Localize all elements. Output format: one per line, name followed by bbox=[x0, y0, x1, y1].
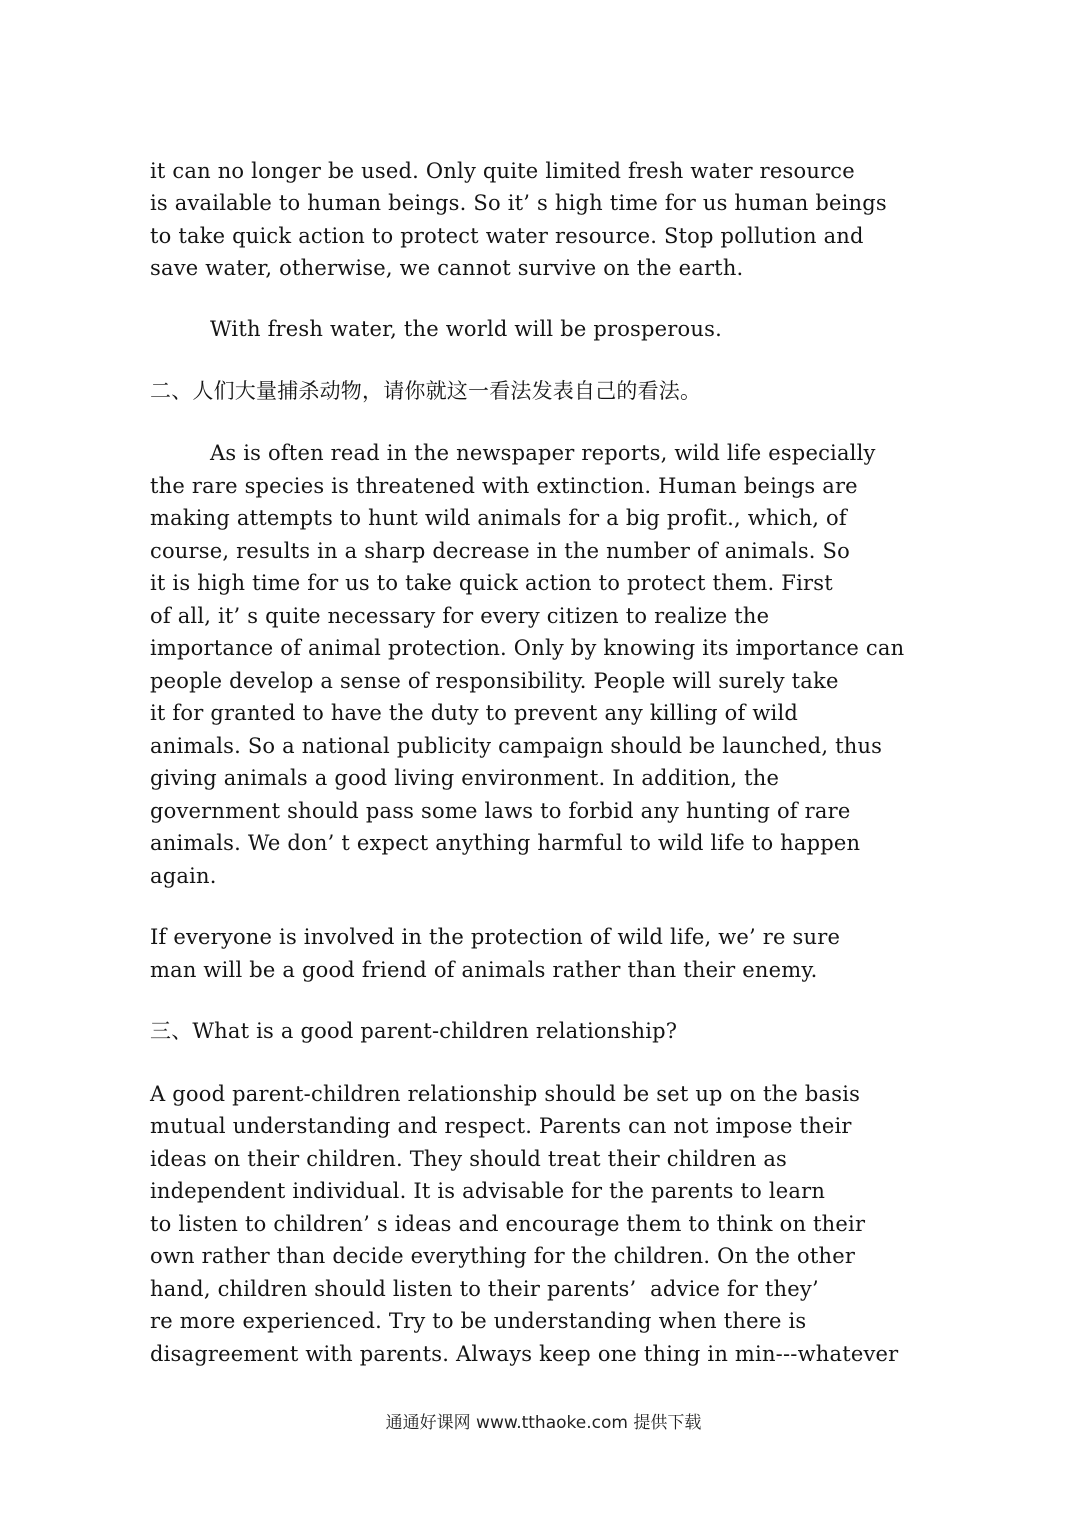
paragraph-line: it is high time for us to take quick action to protect them. First bbox=[150, 571, 833, 595]
paragraph-line: is available to human beings. So it’ s high time for us human beings bbox=[150, 191, 887, 215]
paragraph-line: own rather than decide everything for the children. On the other bbox=[150, 1244, 856, 1268]
paragraph-line: making attempts to hunt wild animals for a big profit., which, of bbox=[150, 506, 847, 530]
paragraph-line: again. bbox=[150, 864, 217, 888]
section-heading: 二、人们大量捕杀动物，请你就这一看法发表自己的看法。 bbox=[150, 379, 702, 403]
paragraph-line: to take quick action to protect water resource. Stop pollution and bbox=[150, 224, 864, 248]
paragraph-line: man will be a good friend of animals rather than their enemy. bbox=[150, 958, 818, 982]
paragraph-line: course, results in a sharp decrease in the number of animals. So bbox=[150, 539, 850, 563]
paragraph-line: people develop a sense of responsibility. People will surely take bbox=[150, 669, 839, 693]
paragraph-line: the rare species is threatened with extinction. Human beings are bbox=[150, 474, 858, 498]
paragraph-line: A good parent-children relationship should be set up on the basis bbox=[150, 1082, 861, 1106]
paragraph-line: ideas on their children. They should treat their children as bbox=[150, 1147, 788, 1171]
paragraph-line: it can no longer be used. Only quite limited fresh water resource bbox=[150, 159, 855, 183]
section-heading: 三、What is a good parent-children relationship? bbox=[150, 1019, 678, 1043]
paragraph-line: of all, it’ s quite necessary for every citizen to realize the bbox=[150, 604, 770, 628]
paragraph-line: save water, otherwise, we cannot survive on the earth. bbox=[150, 256, 744, 280]
paragraph-line: mutual understanding and respect. Parents can not impose their bbox=[150, 1114, 852, 1138]
paragraph-line: giving animals a good living environment. In addition, the bbox=[150, 766, 780, 790]
paragraph-line: As is often read in the newspaper reports, wild life especially bbox=[210, 441, 876, 465]
paragraph-line: to listen to children’ s ideas and encourage them to think on their bbox=[150, 1212, 866, 1236]
paragraph-line: With fresh water, the world will be prosperous. bbox=[210, 317, 722, 341]
paragraph-line: independent individual. It is advisable for the parents to learn bbox=[150, 1179, 826, 1203]
paragraph-line: disagreement with parents. Always keep one thing in min---whatever bbox=[150, 1342, 899, 1366]
paragraph-line: re more experienced. Try to be understanding when there is bbox=[150, 1309, 807, 1333]
page-footer: 通通好课网 www.tthaoke.com 提供下载 bbox=[385, 1413, 702, 1433]
paragraph-line: it for granted to have the duty to prevent any killing of wild bbox=[150, 701, 799, 725]
paragraph-line: If everyone is involved in the protection of wild life, we’ re sure bbox=[150, 925, 841, 949]
paragraph-line: hand, children should listen to their parents’ advice for they’ bbox=[150, 1277, 819, 1301]
paragraph-line: importance of animal protection. Only by knowing its importance can bbox=[150, 636, 905, 660]
paragraph-line: animals. We don’ t expect anything harmful to wild life to happen bbox=[150, 831, 861, 855]
paragraph-line: government should pass some laws to forbid any hunting of rare bbox=[150, 799, 851, 823]
paragraph-line: animals. So a national publicity campaign should be launched, thus bbox=[150, 734, 883, 758]
